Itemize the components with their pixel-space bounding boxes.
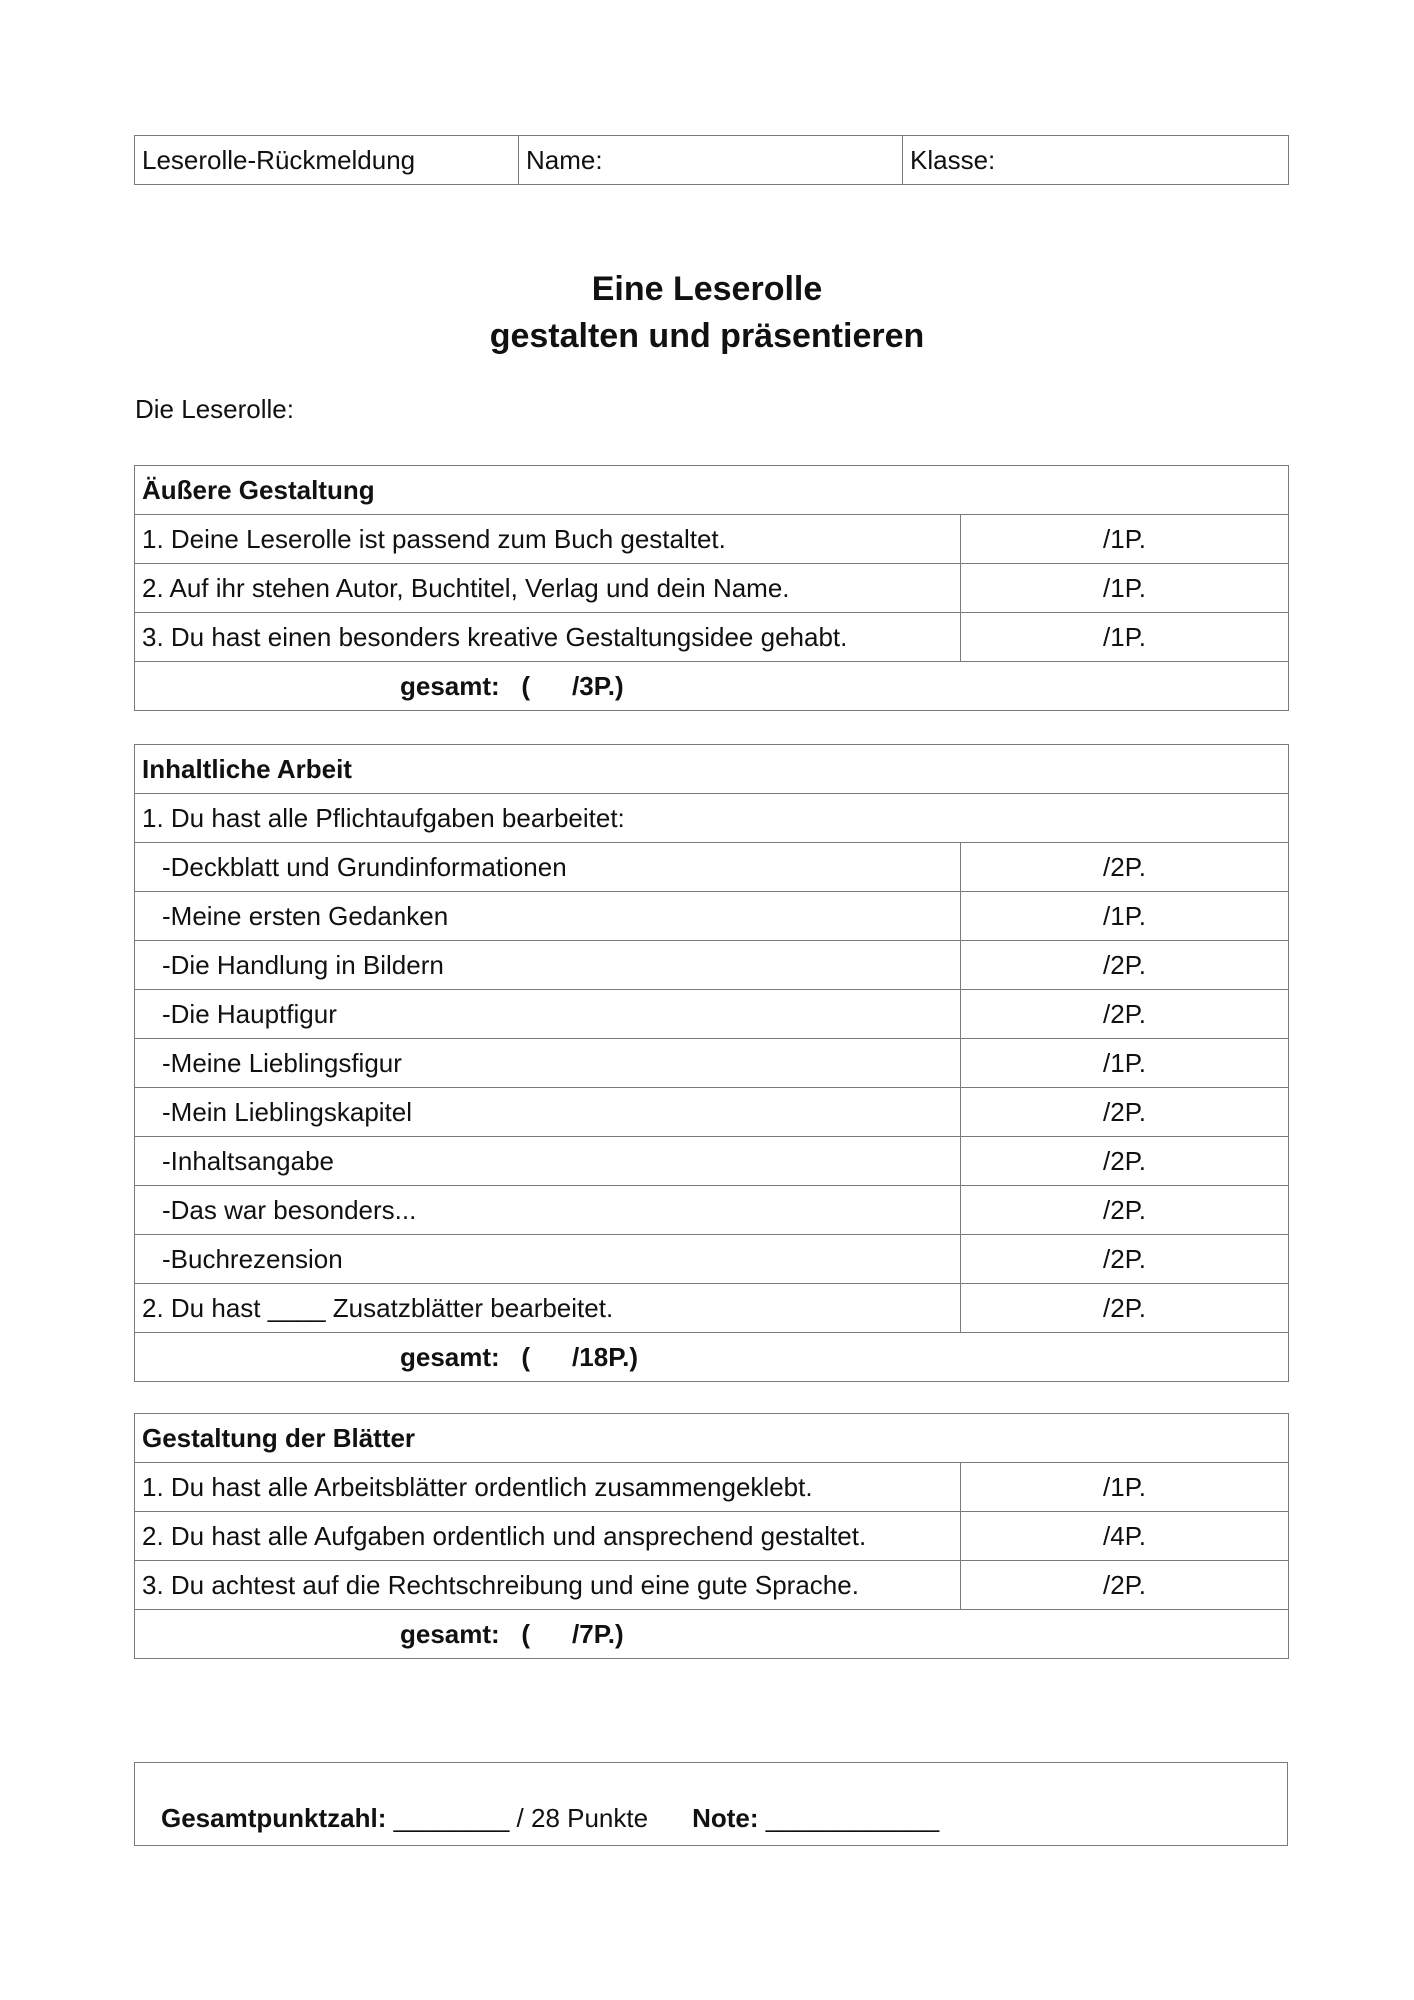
section-heading: Inhaltliche Arbeit <box>135 745 1289 794</box>
subject-label: Die Leserolle: <box>135 394 294 424</box>
criteria-text: -Buchrezension <box>135 1235 961 1284</box>
points-field[interactable]: /1P. <box>961 613 1289 662</box>
criteria-row <box>135 892 1289 941</box>
criteria-row <box>135 1463 1289 1512</box>
section-outer-design <box>134 465 1289 711</box>
total-label: gesamt: <box>400 671 500 701</box>
points-field[interactable]: /1P. <box>961 564 1289 613</box>
criteria-text: -Die Handlung in Bildern <box>135 941 961 990</box>
criteria-text: 3. Du hast einen besonders kreative Gestaltungsidee gehabt. <box>135 613 961 662</box>
criteria-text: 3. Du achtest auf die Rechtschreibung und eine gute Sprache. <box>135 1561 961 1610</box>
total-score-suffix: / 28 Punkte <box>516 1803 649 1833</box>
criteria-row <box>135 613 1289 662</box>
total-open: ( <box>521 1342 531 1372</box>
points-field[interactable]: /1P. <box>961 1039 1289 1088</box>
points-field[interactable]: /2P. <box>961 1561 1289 1610</box>
criteria-text: -Meine ersten Gedanken <box>135 892 961 941</box>
criteria-text: -Inhaltsangabe <box>135 1137 961 1186</box>
points-field[interactable]: /2P. <box>961 1284 1289 1333</box>
criteria-row <box>135 941 1289 990</box>
criteria-row <box>135 564 1289 613</box>
total-score-label: Gesamtpunktzahl: <box>161 1803 387 1833</box>
criteria-row <box>135 1137 1289 1186</box>
grade-blank[interactable]: ____________ <box>765 1803 940 1833</box>
page-title <box>0 266 1414 360</box>
points-field[interactable]: /2P. <box>961 990 1289 1039</box>
name-field[interactable]: Name: <box>519 136 903 185</box>
criteria-text: -Die Hauptfigur <box>135 990 961 1039</box>
criteria-row <box>135 1088 1289 1137</box>
total-open: ( <box>521 1619 531 1649</box>
total-value: /18P.) <box>572 1342 639 1372</box>
section-total[interactable] <box>135 1333 1289 1382</box>
total-value: /7P.) <box>572 1619 624 1649</box>
criteria-row <box>135 990 1289 1039</box>
total-score-blank[interactable]: ________ <box>393 1803 510 1833</box>
criteria-text: 2. Auf ihr stehen Autor, Buchtitel, Verlag und dein Name. <box>135 564 961 613</box>
points-field[interactable]: /1P. <box>961 515 1289 564</box>
points-field[interactable]: /1P. <box>961 892 1289 941</box>
criteria-row <box>135 1186 1289 1235</box>
total-row <box>135 662 1289 711</box>
section-heading: Äußere Gestaltung <box>135 466 1289 515</box>
final-score-box <box>134 1762 1288 1846</box>
criteria-row <box>135 1512 1289 1561</box>
criteria-text: 1. Du hast alle Arbeitsblätter ordentlich zusammengeklebt. <box>135 1463 961 1512</box>
section-heading: Gestaltung der Blätter <box>135 1414 1289 1463</box>
total-value: /3P.) <box>572 671 624 701</box>
points-field[interactable]: /2P. <box>961 1235 1289 1284</box>
criteria-row <box>135 843 1289 892</box>
criteria-text: -Deckblatt und Grundinformationen <box>135 843 961 892</box>
title-line-1: Eine Leserolle <box>591 270 823 308</box>
section-sheet-design <box>134 1413 1289 1659</box>
title-line-2: gestalten und präsentieren <box>489 317 925 355</box>
section-total[interactable] <box>135 1610 1289 1659</box>
points-field[interactable]: /1P. <box>961 1463 1289 1512</box>
criteria-row <box>135 1284 1289 1333</box>
criteria-text: 2. Du hast ____ Zusatzblätter bearbeitet. <box>135 1284 961 1333</box>
criteria-text: 2. Du hast alle Aufgaben ordentlich und ansprechend gestaltet. <box>135 1512 961 1561</box>
grade-label: Note: <box>692 1803 759 1833</box>
section-total[interactable] <box>135 662 1289 711</box>
criteria-row <box>135 1235 1289 1284</box>
feedback-label: Leserolle-Rückmeldung <box>135 136 519 185</box>
header-table <box>134 135 1289 185</box>
section-intro: 1. Du hast alle Pflichtaufgaben bearbeitet: <box>135 794 1289 843</box>
criteria-text: 1. Deine Leserolle ist passend zum Buch gestaltet. <box>135 515 961 564</box>
criteria-text: -Meine Lieblingsfigur <box>135 1039 961 1088</box>
section-content-work <box>134 744 1289 1382</box>
final-score-line <box>161 1803 939 1834</box>
total-label: gesamt: <box>400 1619 500 1649</box>
criteria-text: -Mein Lieblingskapitel <box>135 1088 961 1137</box>
total-row <box>135 1333 1289 1382</box>
total-open: ( <box>521 671 531 701</box>
points-field[interactable]: /2P. <box>961 843 1289 892</box>
points-field[interactable]: /2P. <box>961 1137 1289 1186</box>
class-field[interactable]: Klasse: <box>903 136 1289 185</box>
total-label: gesamt: <box>400 1342 500 1372</box>
criteria-row <box>135 515 1289 564</box>
criteria-row <box>135 1561 1289 1610</box>
points-field[interactable]: /4P. <box>961 1512 1289 1561</box>
points-field[interactable]: /2P. <box>961 1088 1289 1137</box>
total-row <box>135 1610 1289 1659</box>
criteria-row <box>135 1039 1289 1088</box>
criteria-text: -Das war besonders... <box>135 1186 961 1235</box>
points-field[interactable]: /2P. <box>961 1186 1289 1235</box>
points-field[interactable]: /2P. <box>961 941 1289 990</box>
